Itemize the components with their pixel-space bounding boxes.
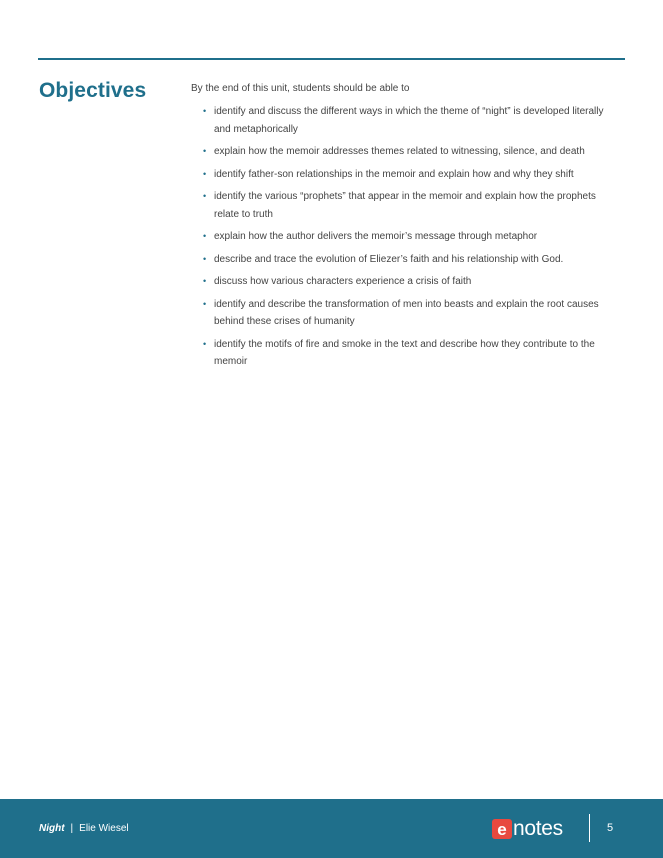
- list-item: [191, 251, 621, 269]
- bullet-icon: •: [203, 253, 207, 264]
- page-footer: [0, 799, 663, 858]
- list-item: [191, 296, 621, 331]
- list-item-text: discuss how various characters experience a crisis of faith: [214, 276, 472, 287]
- bullet-icon: •: [203, 298, 207, 309]
- list-item: [191, 143, 621, 161]
- list-item: [191, 103, 621, 138]
- page-number: 5: [607, 822, 614, 834]
- bullet-icon: •: [203, 146, 207, 156]
- logo-wordmark: notes: [513, 817, 563, 840]
- section-title: Objectives: [39, 79, 147, 102]
- list-item-text: describe and trace the evolution of Eliezer’s faith and his relationship with God.: [214, 253, 564, 265]
- list-item-text: identify and discuss the different ways in which the theme of “night” is developed literally and metaphorically: [214, 106, 604, 135]
- list-item-text: explain how the memoir addresses themes related to witnessing, silence, and death: [214, 146, 585, 157]
- enotes-logo: [492, 817, 563, 841]
- footer-divider: [589, 814, 590, 842]
- author-name: Elie Wiesel: [79, 823, 129, 834]
- list-item: [191, 273, 621, 291]
- list-item-text: identify and describe the transformation of men into beasts and explain the root causes behind these crises of humanity: [214, 298, 599, 327]
- bullet-icon: •: [203, 231, 207, 241]
- book-title: Night: [39, 823, 65, 834]
- bullet-icon: •: [203, 106, 207, 116]
- top-divider: [38, 58, 625, 60]
- list-item-text: identify the various “prophets” that appear in the memoir and explain how the prophets relate to truth: [214, 191, 596, 220]
- bullet-icon: •: [203, 168, 207, 179]
- list-item-text: explain how the author delivers the memoir’s message through metaphor: [214, 231, 538, 242]
- bullet-icon: •: [203, 276, 207, 286]
- bullet-icon: •: [203, 338, 207, 349]
- intro-text: By the end of this unit, students should be able to: [191, 83, 410, 94]
- list-item: [191, 188, 621, 223]
- footer-book-info: [39, 822, 129, 836]
- list-item: [191, 336, 621, 371]
- list-item: [191, 166, 621, 184]
- objectives-list: [191, 103, 621, 371]
- footer-separator: |: [70, 823, 74, 834]
- logo-e-icon: e: [492, 819, 512, 839]
- list-item-text: identify the motifs of fire and smoke in the text and describe how they contribute to the memoir: [214, 338, 595, 367]
- list-item: [191, 228, 621, 246]
- list-item-text: identify father-son relationships in the memoir and explain how and why they shift: [214, 168, 574, 180]
- bullet-icon: •: [203, 191, 207, 201]
- objectives-content: [191, 80, 621, 376]
